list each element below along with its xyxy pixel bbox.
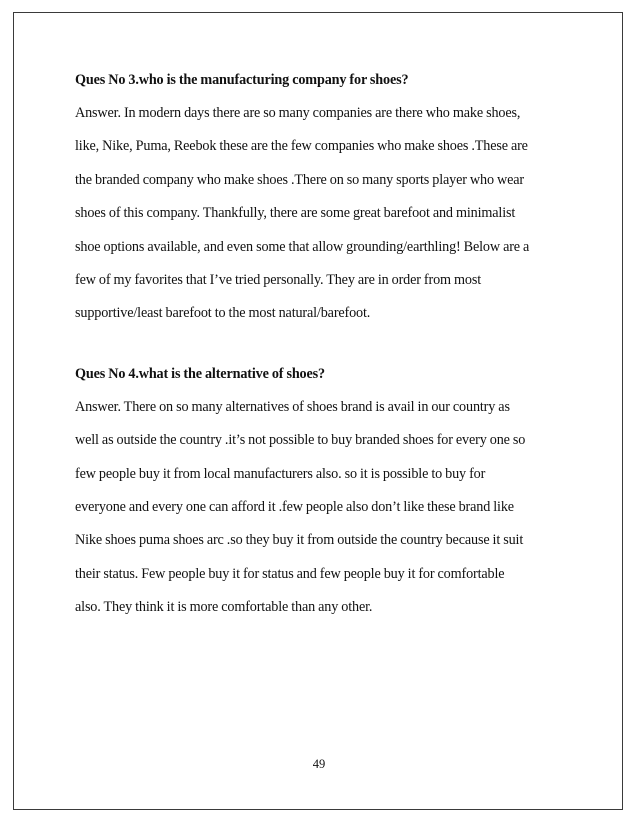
answer-line: supportive/least barefoot to the most natural/barefoot. [75, 305, 371, 322]
answer-line: everyone and every one can afford it .few people also don’t like these brand like [75, 498, 514, 515]
answer-line: also. They think it is more comfortable than any other. [75, 599, 373, 616]
answer-line: the branded company who make shoes .There on so many sports player who wear [75, 171, 524, 188]
answer-line: shoe options available, and even some that allow grounding/earthling! Below are a [75, 238, 530, 255]
question-heading: Ques No 4.what is the alternative of shoes? [75, 365, 325, 382]
answer-line: their status. Few people buy it for status and few people buy it for comfortable [75, 565, 505, 582]
answer-line: well as outside the country .it’s not possible to buy branded shoes for every one so [75, 432, 526, 449]
document-body [75, 66, 585, 624]
question-section-4 [75, 360, 585, 625]
page-number: 49 [312, 757, 326, 771]
question-section-3 [75, 66, 585, 331]
answer-line: few of my favorites that I’ve tried personally. They are in order from most [75, 271, 481, 288]
answer-line: few people buy it from local manufacturers also. so it is possible to buy for [75, 465, 486, 482]
question-heading: Ques No 3.who is the manufacturing company for shoes? [75, 72, 409, 88]
answer-line: like, Nike, Puma, Reebok these are the few companies who make shoes .These are [75, 138, 528, 155]
answer-line: Answer. In modern days there are so many companies are there who make shoes, [75, 105, 521, 121]
answer-line: Nike shoes puma shoes arc .so they buy it from outside the country because it suit [75, 532, 524, 549]
answer-line: Answer. There on so many alternatives of shoes brand is avail in our country as [75, 398, 510, 415]
section-spacer [75, 331, 585, 360]
answer-line: shoes of this company. Thankfully, there are some great barefoot and minimalist [75, 205, 516, 222]
